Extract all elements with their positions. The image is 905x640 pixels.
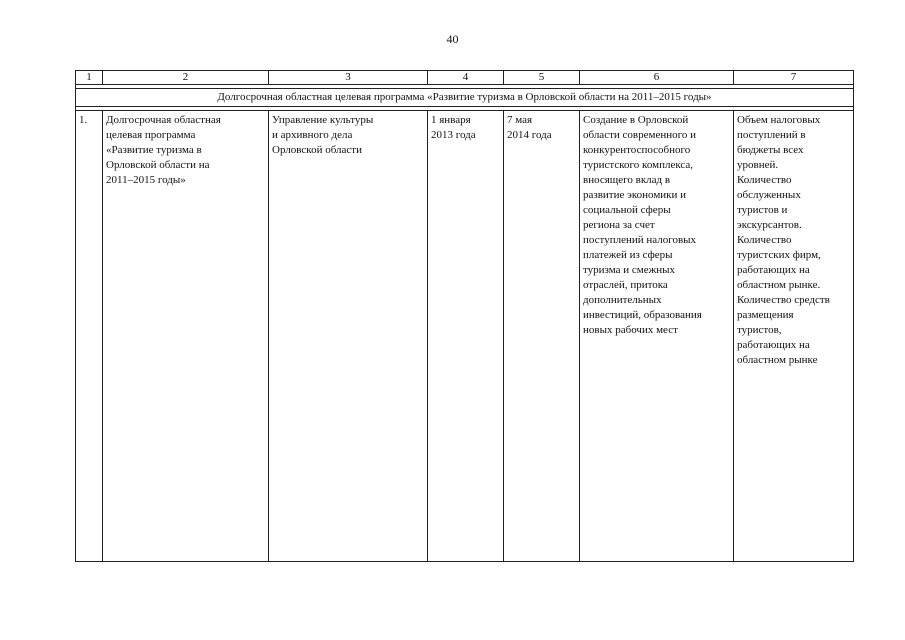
indicators-cell: Объем налоговых поступлений в бюджеты всех уровней. Количество обслуженных туристов и экскурсантов. Количество туристских фирм, работающих на областном рынке. Количество средств размещения туристов, работающих на областном рынке <box>734 111 854 562</box>
program-name-cell: Долгосрочная областная целевая программа «Развитие туризма в Орловской области на 2011–2015 годы» <box>103 111 269 562</box>
column-number-cell: 3 <box>269 71 428 85</box>
program-title: Долгосрочная областная целевая программа «Развитие туризма в Орловской области на 2011–2015 годы» <box>76 89 854 107</box>
column-number-cell: 6 <box>580 71 734 85</box>
column-number-cell: 5 <box>504 71 580 85</box>
start-date-cell: 1 января 2013 года <box>428 111 504 562</box>
column-number-cell: 4 <box>428 71 504 85</box>
page-number: 40 <box>446 32 459 46</box>
column-number-row <box>76 71 854 85</box>
column-number-cell: 7 <box>734 71 854 85</box>
executor-cell: Управление культуры и архивного дела Орловской области <box>269 111 428 562</box>
row-number: 1. <box>76 111 103 562</box>
column-number-cell: 2 <box>103 71 269 85</box>
table-row <box>76 111 854 562</box>
expected-result-cell: Создание в Орловской области современного и конкурентоспособного туристского комплекса, вносящего вклад в развитие экономики и социальной сферы региона за счет поступлений налоговых платежей из сферы туризма и смежных отраслей, притока дополнительных инвестиций, образования новых рабочих мест <box>580 111 734 562</box>
column-number-cell: 1 <box>76 71 103 85</box>
end-date-cell: 7 мая 2014 года <box>504 111 580 562</box>
program-table <box>75 70 854 562</box>
program-title-row <box>76 89 854 107</box>
